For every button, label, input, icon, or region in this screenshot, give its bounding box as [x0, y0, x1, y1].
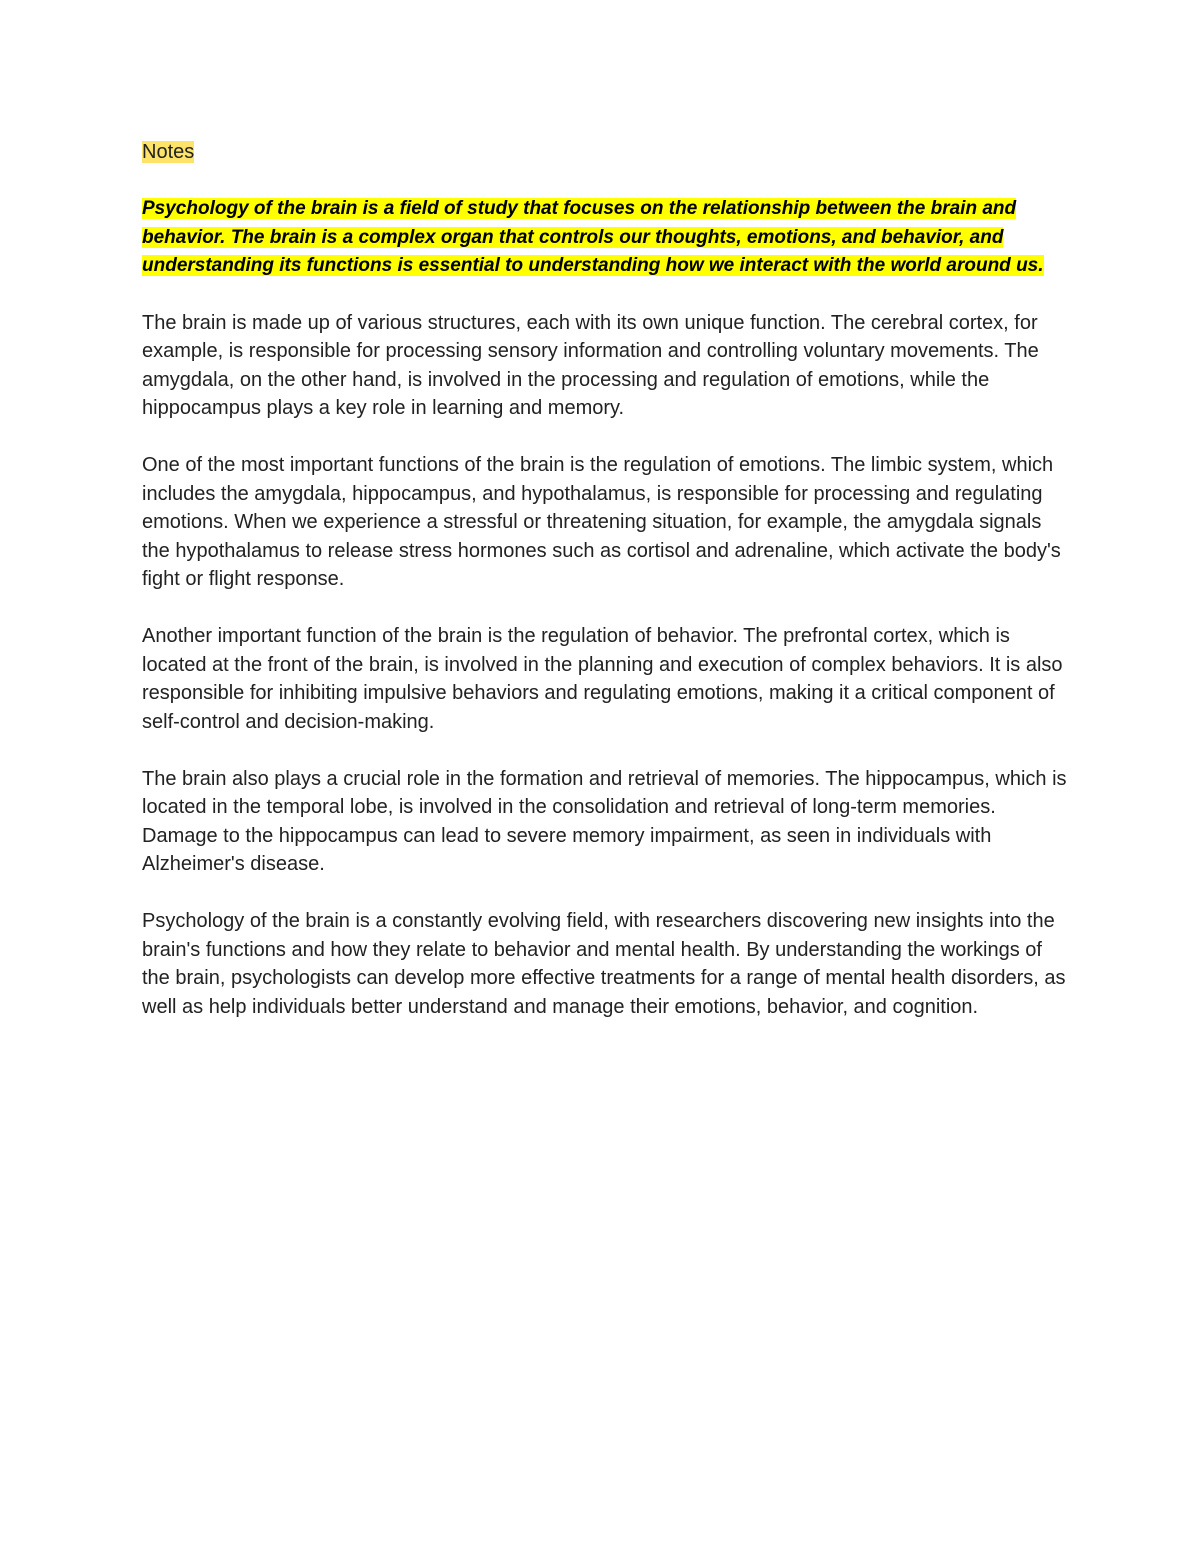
- body-paragraph-conclusion: Psychology of the brain is a constantly evolving field, with researchers discovering new insights into the brain's functions and how they relate to behavior and mental health. By understanding the workings of the brain, psychologists can develop more effective treatments for a range of mental health disorders, as well as help individuals better understand and manage their emotions, behavior, and cognition.: [142, 910, 1066, 1018]
- intro-paragraph: [142, 195, 1072, 281]
- document-title: [142, 138, 1072, 167]
- body-paragraph-behavior: Another important function of the brain is the regulation of behavior. The prefrontal cortex, which is located at the front of the brain, is involved in the planning and execution of complex behaviors. It is also responsible for inhibiting impulsive behaviors and regulating emotions, making it a critical component of self-control and decision-making.: [142, 625, 1063, 733]
- intro-text: Psychology of the brain is a field of study that focuses on the relationship between the brain and behavior. The brain is a complex organ that controls our thoughts, emotions, and behavior, and understanding its functions is essential to understanding how we interact with the world around us.: [142, 198, 1044, 276]
- body-paragraph-emotions: One of the most important functions of the brain is the regulation of emotions. The limbic system, which includes the amygdala, hippocampus, and hypothalamus, is responsible for processing and regulating emotions. When we experience a stressful or threatening situation, for example, the amygdala signals the hypothalamus to release stress hormones such as cortisol and adrenaline, which activate the body's fight or flight response.: [142, 454, 1061, 590]
- title-text: Notes: [142, 141, 195, 163]
- body-paragraph-structures: The brain is made up of various structures, each with its own unique function. The cerebral cortex, for example, is responsible for processing sensory information and controlling voluntary movements. The amygdala, on the other hand, is involved in the processing and regulation of emotions, while the hippocampus plays a key role in learning and memory.: [142, 311, 1039, 419]
- body-paragraph-memory: The brain also plays a crucial role in the formation and retrieval of memories. The hippocampus, which is located in the temporal lobe, is involved in the consolidation and retrieval of long-term memories. Damage to the hippocampus can lead to severe memory impairment, as seen in individuals with Alzheimer's disease.: [142, 767, 1067, 875]
- document-page: [142, 138, 1072, 1050]
